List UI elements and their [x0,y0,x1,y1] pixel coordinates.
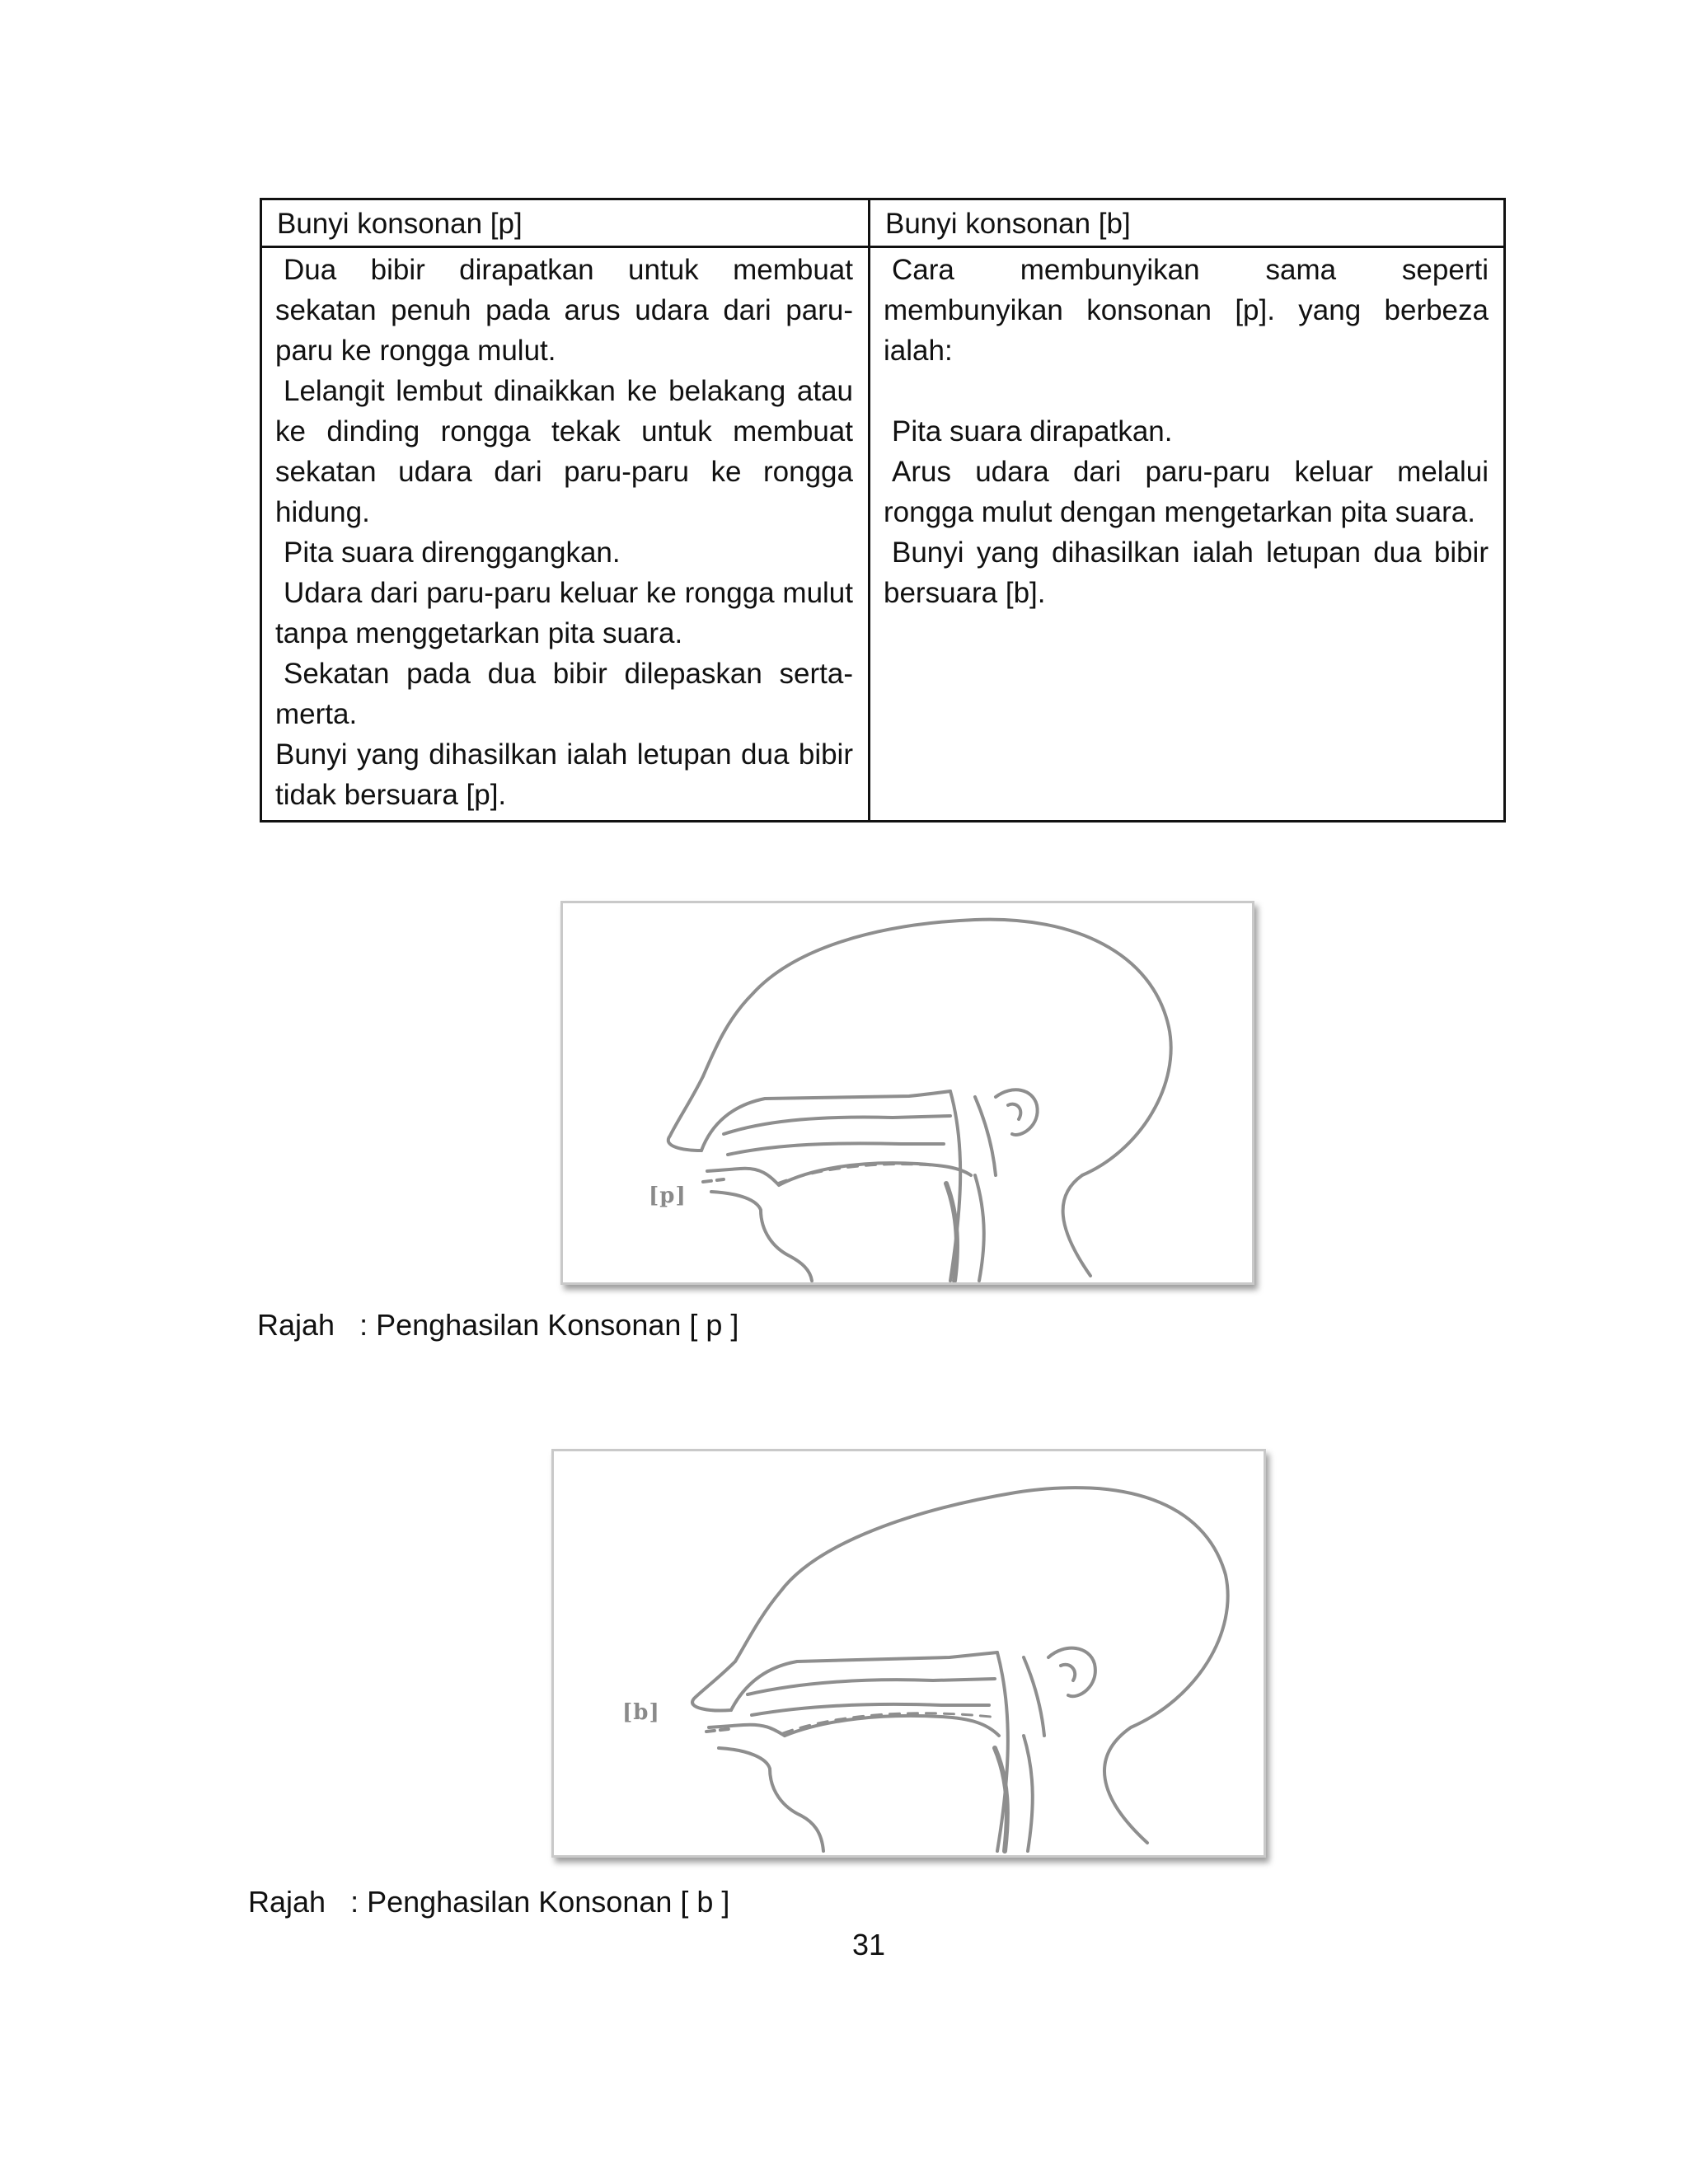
b-step-result: Bunyi yang dihasilkan ialah letupan dua bibir bersuara [b]. [884,537,1489,609]
header-consonant-b: Bunyi konsonan [b] [870,199,1505,247]
p-step-lips: Dua bibir dirapatkan untuk membuat sekatan penuh pada arus udara dari paru-paru ke rongga mulut. [275,254,853,367]
page-number: 31 [852,1928,886,1961]
caption-label: Rajah [257,1308,335,1342]
head-diagram-p [560,901,1254,1285]
figure-caption-b [248,1884,729,1920]
spacer [884,371,1489,411]
caption-text: : Penghasilan Konsonan [ b ] [350,1885,730,1919]
figure-tag-b: [b] [622,1700,660,1725]
figure-caption-p [257,1307,738,1343]
b-intro: Cara membunyikan sama seperti membunyikan konsonan [p]. yang berbeza ialah: [884,254,1489,367]
p-step-result: Bunyi yang dihasilkan ialah letupan dua bibir tidak bersuara [p]. [275,738,853,811]
header-consonant-p: Bunyi konsonan [p] [261,199,870,247]
table-header-row [261,199,1505,247]
vocal-tract-illustration [563,903,1252,1282]
vocal-tract-illustration [554,1451,1264,1855]
caption-label: Rajah [248,1885,326,1919]
p-step-airflow: Udara dari paru-paru keluar ke rongga mulut tanpa menggetarkan pita suara. [275,577,853,649]
p-step-soft-palate: Lelangit lembut dinaikkan ke belakang atau ke dinding rongga tekak untuk membuat sekatan udara dari paru-paru ke rongga hidung. [275,375,853,528]
head-diagram-b [551,1449,1266,1858]
figure-tag-p: [p] [649,1183,687,1208]
comparison-table [260,198,1506,823]
cell-consonant-p [261,247,870,822]
b-step-airflow: Arus udara dari paru-paru keluar melalui rongga mulut dengan mengetarkan pita suara. [884,456,1489,528]
cell-consonant-b [870,247,1505,822]
caption-text: : Penghasilan Konsonan [ p ] [359,1308,739,1342]
b-step-vocal-cords: Pita suara dirapatkan. [892,415,1173,448]
p-step-release: Sekatan pada dua bibir dilepaskan serta-merta. [275,658,853,730]
p-step-vocal-cords: Pita suara direnggangkan. [284,537,621,569]
table-body-row [261,247,1505,822]
